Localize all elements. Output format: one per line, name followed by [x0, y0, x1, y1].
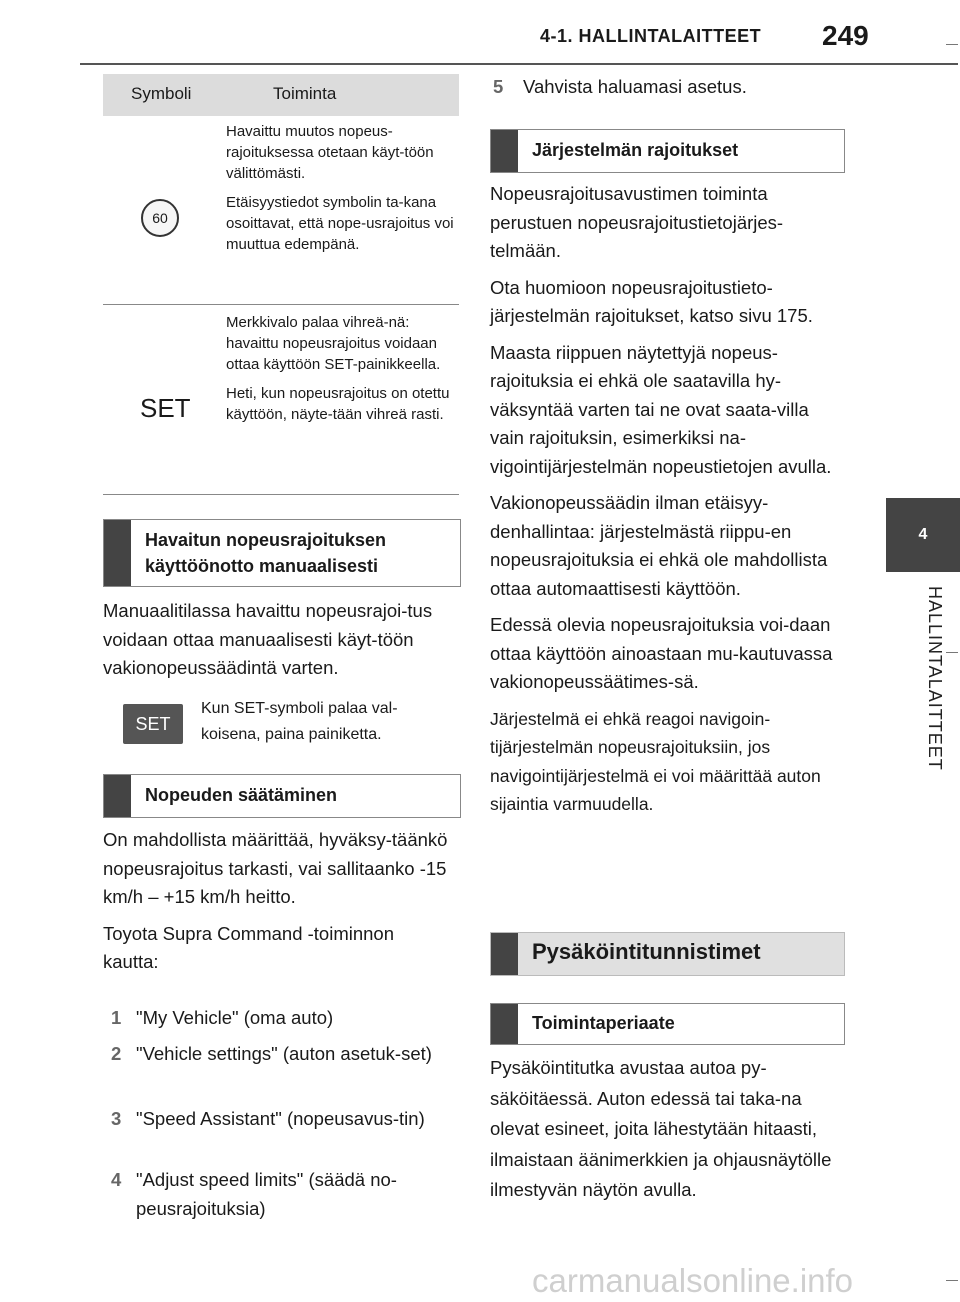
paragraph-group: [490, 180, 842, 819]
paragraph-text: Edessä olevia nopeusrajoituksia voi-daan ottaa käyttöön ainoastaan mu-kautuvassa vakionopeussäätimes-sä.: [490, 614, 833, 692]
paragraph-text: Nopeusrajoitusavustimen toiminta perustuen nopeusrajoitustietojärjes-telmään.: [490, 183, 784, 261]
speed-limit-sign-icon: 60: [141, 199, 179, 237]
header-rule: [80, 63, 958, 65]
subsection-heading: Toimintaperiaate: [532, 1013, 675, 1033]
paragraph-text: On mahdollista määrittää, hyväksy-täänkö nopeusrajoitus tarkasti, vai sallitaanko -15 km/h – +15 km/h heitto.: [103, 829, 448, 907]
crop-mark: [946, 1280, 958, 1281]
table-divider: [103, 304, 459, 305]
section-heading-box: [103, 774, 461, 818]
section-heading-box: [490, 932, 845, 976]
step-text: Vahvista haluamasi asetus.: [523, 76, 747, 97]
table-cell-text: Havaittu muutos nopeus-rajoituksessa otetaan käyt-töön välittömästi.: [226, 123, 434, 182]
subsection-heading-box: [490, 1003, 845, 1045]
step-text: "Adjust speed limits" (säädä no-peusrajoituksia): [136, 1169, 397, 1219]
chapter-tab-label: HALLINTALAITTEET: [925, 586, 945, 771]
paragraph-text: Järjestelmä ei ehkä reagoi navigoin-tijärjestelmän nopeusrajoituksiin, jos navigointijärjestelmä ei voi määrittää auton sijaintia varmuudella.: [490, 708, 821, 814]
step-text: "Vehicle settings" (auton asetuk-set): [136, 1043, 432, 1064]
step-text: "My Vehicle" (oma auto): [136, 1007, 334, 1028]
table-cell-text: Heti, kun nopeusrajoitus on otettu käyttöön, näyte-tään vihreä rasti.: [226, 385, 450, 423]
step-number: 1: [111, 1007, 122, 1028]
paragraph: [490, 1053, 842, 1206]
section-heading-box: [103, 519, 461, 587]
page-number: 249: [822, 20, 869, 51]
paragraph-text: Pysäköintitutka avustaa autoa py-säköitäessä. Auton edessä tai taka-na olevat esineet, joita lähestytään hitaasti, ilmaistaan äänimerkkien ja ohjausnäytölle ilmestyvän näytön avulla.: [490, 1057, 832, 1200]
step-number: 5: [493, 76, 504, 97]
crop-mark: [946, 652, 958, 653]
step-number: 3: [111, 1108, 122, 1129]
table-row: [226, 121, 454, 263]
crop-mark: [946, 44, 958, 45]
section-heading: Nopeuden säätäminen: [145, 785, 338, 805]
paragraph: [103, 597, 459, 683]
step-text: "Speed Assistant" (nopeusavus-tin): [136, 1108, 425, 1129]
set-button[interactable]: SET: [123, 704, 183, 744]
column-header-symbol: Symboli: [131, 84, 192, 103]
table-divider: [103, 494, 459, 495]
section-heading: Pysäköintitunnistimet: [532, 939, 761, 964]
table-row: [226, 312, 454, 433]
set-symbol: SET: [140, 393, 191, 423]
paragraph-text: Toyota Supra Command -toiminnon kautta:: [103, 922, 395, 972]
section-heading: Järjestelmän rajoitukset: [532, 140, 739, 160]
watermark: carmanualsonline.info: [532, 1262, 854, 1299]
paragraph-text: Maasta riippuen näytettyjä nopeus-rajoituksia ei ehkä ole saatavilla hy-väksyntää varten tai ne ovat saata-villa vain rajoituksin, esimerkiksi na-vigointijärjestelmän nopeustietojen avulla.: [490, 341, 832, 477]
paragraph-text: Vakionopeussäädin ilman etäisyy-denhallintaa: järjestelmästä riippu-en nopeusrajoituksia ei ehkä ole mahdollista ottaa automaattisesti käyttöön.: [490, 492, 828, 599]
note-text: Kun SET-symboli palaa val-koisena, paina painiketta.: [201, 700, 398, 743]
column-header-function: Toiminta: [273, 84, 337, 103]
step-number: 4: [111, 1169, 122, 1190]
chapter-title: 4-1. HALLINTALAITTEET: [540, 26, 762, 46]
section-heading: Havaitun nopeusrajoituksen käyttöönotto manuaalisesti: [145, 530, 387, 576]
section-heading-box: [490, 129, 845, 173]
chapter-tab[interactable]: 4: [886, 498, 960, 572]
table-cell-text: Etäisyystiedot symbolin ta-kana osoittavat, että nope-usrajoitus voi muuttua edempänä.: [226, 194, 454, 253]
step-number: 2: [111, 1043, 122, 1064]
table-header: [103, 74, 459, 116]
paragraph: [103, 826, 453, 977]
paragraph-text: Ota huomioon nopeusrajoitustieto-järjestelmän rajoitukset, katso sivu 175.: [490, 276, 813, 326]
paragraph-text: Manuaalitilassa havaittu nopeusrajoi-tus voidaan ottaa manuaalisesti käyt-töön vakionopeussäädintä varten.: [103, 600, 433, 678]
table-cell-text: Merkkivalo palaa vihreä-nä: havaittu nopeusrajoitus voidaan ottaa käyttöön SET-painikkeella.: [226, 314, 441, 373]
